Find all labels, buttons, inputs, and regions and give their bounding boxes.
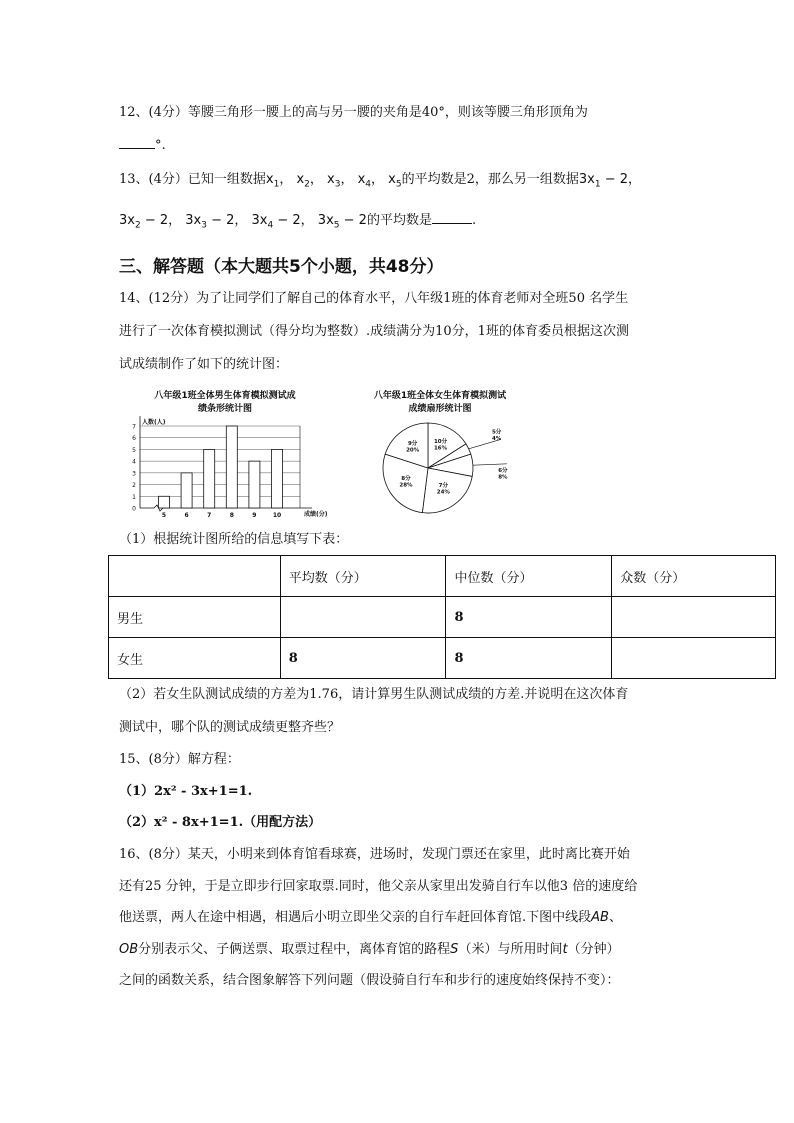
section-heading: 三、解答题（本大题共5个小题，共48分） [119, 257, 444, 277]
question-15-line1: 15、(8分）解方程： [119, 752, 240, 767]
table-header-median: 中位数（分） [446, 556, 612, 597]
question-16-line3: 他送票，两人在途中相遇，相遇后小明立即坐父亲的自行车赶回体育馆.下图中线段AB、 [119, 910, 622, 925]
question-13-tail: 的平均数是 [366, 213, 432, 228]
question-16-line4-text-a: 分别表示父、子俩送票、取票过程中，离体育馆的路程 [138, 942, 451, 957]
pie-label-percent: 4% [491, 435, 502, 442]
table-cell-input[interactable] [280, 597, 446, 638]
question-12-line2 [119, 134, 166, 156]
answer-blank-13[interactable] [432, 209, 472, 224]
table-header-cell [109, 556, 281, 597]
table-cell: 8 [446, 638, 612, 679]
segment-ob: OB [119, 942, 139, 957]
x-tick-label: 5 [161, 512, 167, 519]
pie-leader-line [473, 464, 507, 465]
question-12-line1: 12、(4分）等腰三角形一腰上的高与另一腰的夹角是40°，则该等腰三角形顶角为 [119, 105, 588, 120]
x-tick-label: 9 [252, 512, 257, 519]
question-16-line4-text-c: （分钟） [567, 942, 620, 957]
bar-chart-title: 八年级1班全体男生体育模拟测试成绩条形统计图 [154, 391, 296, 414]
table-cell: 8 [280, 638, 446, 679]
y-tick-label: 2 [132, 482, 136, 490]
pie-label-percent: 16% [433, 445, 448, 452]
question-16-line4-text-b: （米）与所用时间 [458, 942, 563, 957]
y-tick-label: 6 [132, 435, 136, 443]
question-14-line2: 进行了一次体育模拟测试（得分均为整数）.成绩满分为10分，1班的体育委员根据这次测 [119, 324, 629, 339]
y-axis-label: 人数(人) [142, 419, 166, 426]
y-tick-label: 1 [132, 493, 136, 501]
table-cell-input[interactable] [612, 597, 776, 638]
pie-label-score: 5分 [491, 429, 502, 436]
bar [272, 449, 283, 508]
pie-label-score: 6分 [498, 467, 508, 474]
question-13-mid: 的平均数是2，那么另一组数据 [401, 172, 579, 187]
x-tick-label: 8 [229, 512, 234, 519]
variable-s: S [450, 942, 459, 957]
table-cell: 女生 [109, 638, 281, 679]
bar [159, 496, 170, 508]
table-row-boys [109, 597, 776, 638]
pie-chart-slices [383, 423, 507, 513]
bar [181, 473, 192, 508]
pie-label-percent: 28% [399, 482, 413, 489]
x-axis-label: 成绩(分) [304, 511, 328, 518]
bar [226, 426, 237, 508]
table-header-row [109, 556, 776, 597]
data-set-3x-rest: $3x_2 - 2$， $3x_3 - 2$， $3x_4 - 2$， $3x_5 - 2$ [119, 213, 367, 231]
variable-t: t [562, 942, 568, 957]
y-tick-label: 0 [132, 505, 136, 513]
pie-chart-title: 八年级1班全体女生体育模拟测试成绩扇形统计图 [373, 391, 507, 414]
question-14-line3: 试成绩制作了如下的统计图： [119, 357, 289, 372]
data-set-x: $x_1$， $x_2$， $x_3$， $x_4$， $x_5$ [265, 172, 402, 190]
x-tick-label: 6 [184, 512, 189, 519]
question-14-line1: 14、(12分）为了让同学们了解自己的体育水平，八年级1班的体育老师对全班50 名学生 [119, 291, 629, 306]
bar-chart-bars [159, 426, 283, 508]
data-set-3x1: $3x_1 - 2$， [578, 172, 641, 190]
pie-label-score: 7分 [438, 483, 449, 490]
pie-label-score: 8分 [401, 475, 411, 482]
question-13-lead: 13、(4分）已知一组数据 [119, 172, 266, 187]
y-tick-label: 3 [132, 470, 136, 478]
question-15-eq1: （1）2x² - 3x+1=1. [119, 784, 253, 799]
x-tick-label: 7 [207, 512, 212, 519]
table-cell: 男生 [109, 597, 281, 638]
pie-chart [380, 412, 530, 522]
x-tick-label: 10 [272, 512, 282, 519]
pie-label-percent: 8% [498, 474, 508, 481]
pie-label-percent: 24% [436, 489, 450, 496]
question-16-line1: 16、(8分）某天，小明来到体育馆看球赛，进场时，发现门票还在家里，此时离比赛开始 [119, 847, 630, 862]
question-14-part1: （1）根据统计图所给的信息填写下表： [119, 532, 349, 547]
bar [249, 461, 260, 508]
table-header-mean: 平均数（分） [280, 556, 446, 597]
answer-blank-12[interactable] [119, 134, 155, 149]
y-tick-label: 5 [132, 446, 136, 454]
y-tick-label: 7 [132, 423, 136, 431]
table-cell: 8 [446, 597, 612, 638]
question-16-line2: 还有25 分钟，于是立即步行回家取票.同时，他父亲从家里出发骑自行车以他3 倍的速度给 [119, 879, 638, 894]
question-16-line4 [119, 940, 620, 960]
table-row-girls [109, 638, 776, 679]
question-15-eq2: （2）x² - 8x+1=1.（用配方法） [119, 815, 322, 830]
segment-ab: AB [591, 910, 609, 925]
pie-label-percent: 20% [406, 447, 420, 454]
question-14-part2-line2: 测试中，哪个队的测试成绩更整齐些？ [119, 720, 341, 735]
y-tick-label: 4 [132, 458, 136, 466]
table-header-mode: 众数（分） [612, 556, 776, 597]
question-16-line3-text: 他送票，两人在途中相遇，相遇后小明立即坐父亲的自行车赶回体育馆.下图中线段 [119, 910, 592, 925]
question-14-part2-line1: （2）若女生队测试成绩的方差为1.76，请计算男生队测试成绩的方差.并说明在这次体育 [119, 687, 629, 702]
bar [204, 449, 215, 508]
pie-label-score: 9分 [407, 440, 418, 447]
stats-table [108, 555, 776, 679]
pie-label-score: 10分 [433, 439, 448, 446]
question-16-line5: 之间的函数关系，结合图象解答下列问题（假设骑自行车和步行的速度始终保持不变）： [119, 973, 620, 988]
question-13-line1 [119, 170, 641, 195]
question-12-suffix: °. [155, 138, 166, 153]
bar-chart [124, 410, 330, 522]
question-13-line2: $3x_2 - 2$， $3x_3 - 2$， $3x_4 - 2$， $3x_5 - 2$的平均数是 . [119, 209, 476, 236]
table-cell-input[interactable] [612, 638, 776, 679]
